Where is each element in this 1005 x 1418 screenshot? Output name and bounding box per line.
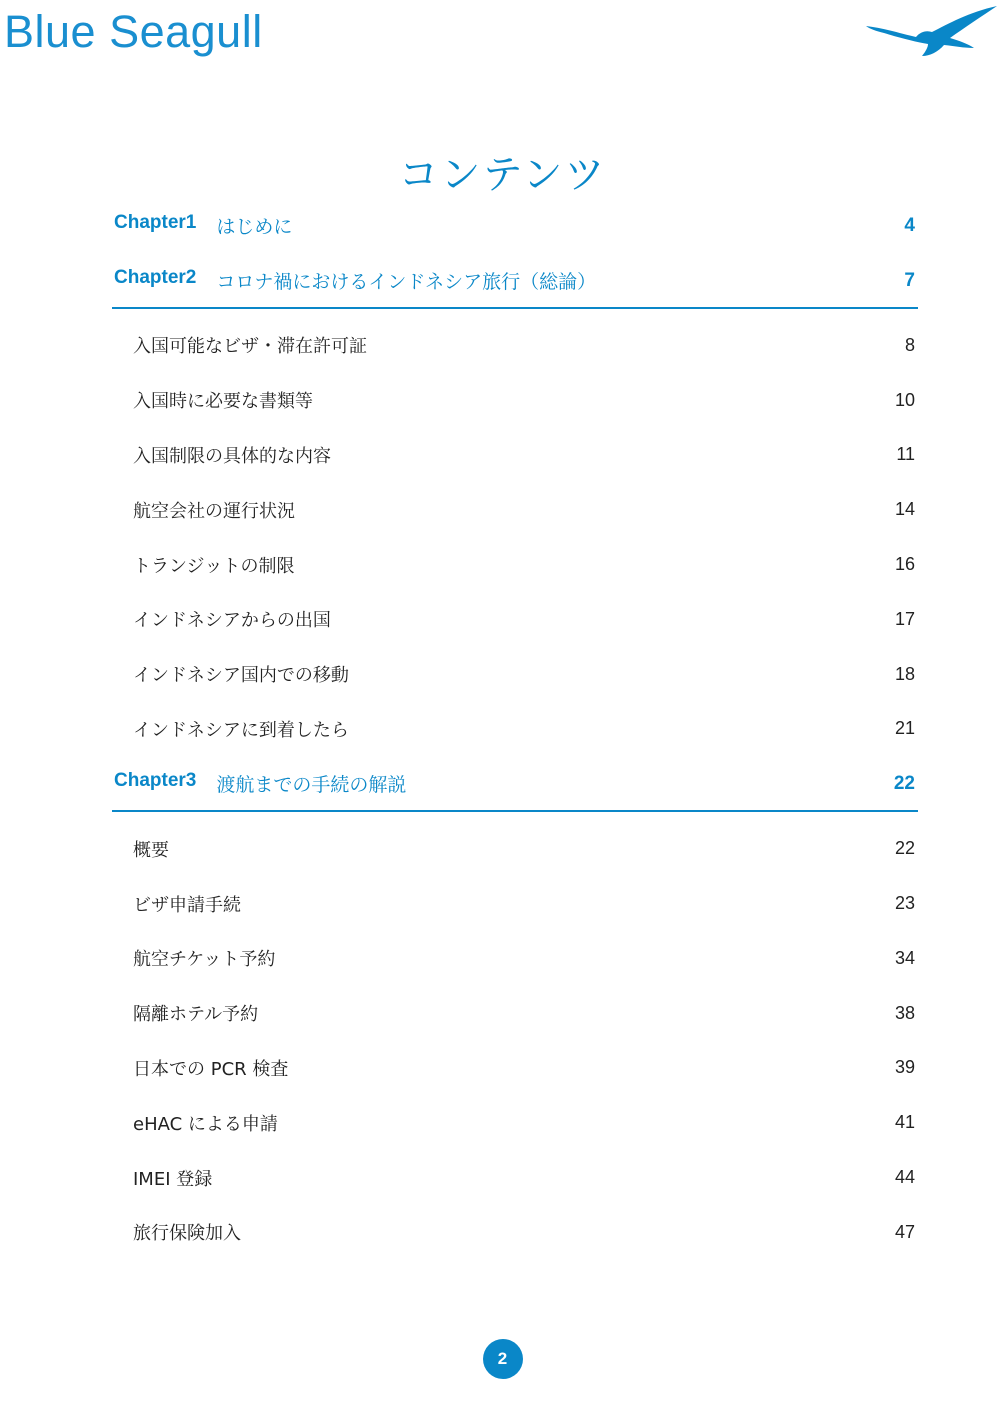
chapter-entry[interactable] [112,756,918,811]
section-entry[interactable] [112,428,918,483]
section-entry[interactable] [112,318,918,373]
chapter-name: はじめに [216,216,293,238]
section-title: トランジットの制限 [133,555,295,577]
section-page: 47 [894,1221,915,1242]
section-page: 38 [894,1002,915,1023]
section-page: 44 [894,1167,915,1188]
section-entry[interactable] [112,986,918,1041]
chapter-number: Chapter3 [114,770,197,792]
section-title: 隔離ホテル予約 [133,1004,259,1026]
section-page: 39 [894,1057,915,1078]
section-entry[interactable] [112,702,918,757]
section-page: 10 [894,389,915,410]
page-number-badge: 2 [483,1339,523,1379]
chapter-name: コロナ禍におけるインドネシア旅行（総論） [216,271,597,293]
table-of-contents [112,198,918,1260]
page-title: コンテンツ [398,152,607,198]
section-title: IMEI 登録 [133,1168,213,1190]
brand-logo-text: Blue Seagull [4,6,263,57]
section-page: 17 [894,608,915,629]
section-title: 入国可能なビザ・滞在許可証 [133,336,367,358]
chapter-name: 渡航までの手続の解説 [216,774,407,797]
chapter-page: 22 [893,772,915,794]
section-page: 34 [894,947,915,968]
section-page: 8 [904,334,915,355]
chapter-page: 7 [904,269,915,291]
section-page: 14 [894,499,915,520]
section-page: 18 [894,663,915,684]
section-entry[interactable] [112,1150,918,1205]
chapter-entry[interactable] [112,198,918,253]
section-list [112,308,918,756]
section-title: eHAC による申請 [133,1113,278,1135]
section-entry[interactable] [112,821,918,876]
section-title: 航空チケット予約 [133,949,276,971]
section-entry[interactable] [112,1205,918,1260]
section-entry[interactable] [112,373,918,428]
section-page: 23 [894,893,915,914]
chapter-page: 4 [904,214,915,236]
seagull-icon [864,4,999,59]
chapter-entry[interactable] [112,253,918,308]
section-entry[interactable] [112,1041,918,1096]
section-entry[interactable] [112,876,918,931]
section-page: 41 [894,1112,915,1133]
section-entry[interactable] [112,592,918,647]
section-title: 旅行保険加入 [133,1223,241,1245]
section-page: 11 [896,444,915,465]
section-title: ビザ申請手続 [133,894,241,916]
section-list [112,811,918,1259]
section-title: インドネシアに到着したら [133,719,349,741]
section-page: 22 [894,838,915,859]
section-entry[interactable] [112,537,918,592]
section-entry[interactable] [112,931,918,986]
section-page: 21 [894,718,915,739]
chapter-number: Chapter1 [114,212,197,233]
chapter-number: Chapter2 [114,267,197,288]
section-title: インドネシアからの出国 [133,610,331,632]
section-title: 概要 [133,839,169,861]
section-page: 16 [894,554,915,575]
section-title: 航空会社の運行状況 [133,500,295,522]
section-title: インドネシア国内での移動 [133,665,349,687]
section-entry[interactable] [112,482,918,537]
section-entry[interactable] [112,1095,918,1150]
section-entry[interactable] [112,647,918,702]
section-title: 入国時に必要な書類等 [133,391,313,413]
section-title: 日本での PCR 検査 [133,1058,289,1080]
section-title: 入国制限の具体的な内容 [133,445,331,467]
